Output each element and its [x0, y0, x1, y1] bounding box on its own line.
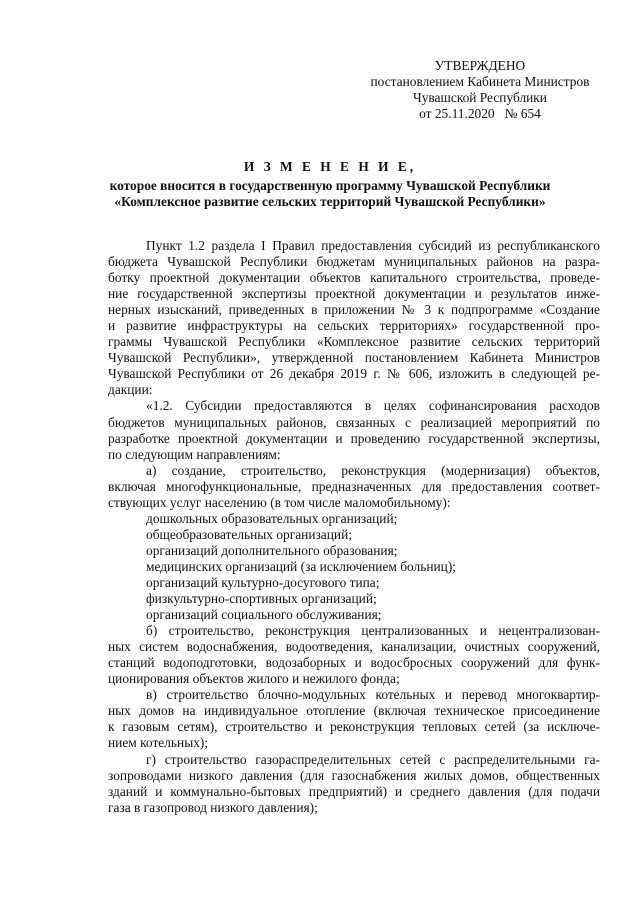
- approval-line-1: постановлением Кабинета Министров: [370, 74, 590, 89]
- body-line: по следующим направлениям:: [108, 446, 281, 462]
- body-line: Пункт 1.2 раздела I Правил предоставления субсидий из республиканского: [146, 238, 600, 253]
- body-line: ных систем водоснабжения, водоотведения, канализации, очистных сооружений,: [108, 639, 600, 655]
- body-line: газа в газопровод низкого давления);: [108, 799, 318, 815]
- body-line: организаций культурно-досугового типа;: [146, 574, 380, 590]
- body-line: организаций социального обслуживания;: [146, 607, 382, 623]
- body-line: организаций дополнительного образования;: [146, 542, 398, 558]
- body-line: к газовым сетям), строительство и реконструкция тепловых сетей (за исключе-: [108, 719, 600, 735]
- body-line: в) строительство блочно-модульных котельных и перевод многоквартир-: [146, 687, 600, 703]
- body-line: станций водоподготовки, водозаборных и водосбросных сооружений для функ-: [108, 655, 600, 671]
- body-line: нерных изысканий, приведенных в приложении № 3 к подпрограмме «Создание: [108, 302, 600, 318]
- body-line: ние государственной экспертизы проектной документации и результатов инже-: [108, 286, 600, 302]
- body-line: включая многофункциональные, предназначенных для предоставления соответ-: [108, 478, 600, 494]
- body-line: б) строительство, реконструкция централизованных и нецентрализован-: [146, 623, 600, 639]
- document-body: [108, 238, 600, 816]
- body-line: ных домов на индивидуальное отопление (включая техническое присоединение: [108, 703, 600, 719]
- body-line: граммы Чувашской Республики «Комплексное развитие сельских территорий: [108, 334, 600, 350]
- body-line: бюджета Чувашской Республики бюджетам муниципальных районов на разра-: [108, 254, 600, 270]
- body-line: Чувашской Республики», утвержденной постановлением Кабинета Министров: [108, 350, 600, 366]
- body-line: медицинских организаций (за исключением больниц);: [146, 558, 457, 574]
- body-line: зопроводами низкого давления (для газоснабжения жилых домов, общественных: [108, 767, 600, 783]
- body-line: дакции:: [108, 382, 153, 398]
- document-subtitle-1: которое вносится в государственную программу Чувашской Республики: [109, 178, 551, 193]
- body-line: физкультурно-спортивных организаций;: [146, 591, 377, 607]
- approval-stamp: [360, 58, 600, 122]
- document-title: И З М Е Н Е Н И Е,: [243, 159, 417, 174]
- body-line: разработке проектной документации и проведению государственной экспертизы,: [108, 430, 600, 446]
- body-line: ствующих услуг населению (в том числе маломобильному):: [108, 494, 451, 510]
- body-line: Чувашской Республики от 26 декабря 2019 г. № 606, изложить в следующей ре-: [108, 366, 600, 382]
- approval-line-3: от 25.11.2020 № 654: [419, 106, 541, 121]
- body-line: «1.2. Субсидии предоставляются в целях софинансирования расходов: [146, 398, 600, 414]
- body-line: ционирования объектов жилого и нежилого фонда;: [108, 671, 400, 687]
- body-line: и развитие инфраструктуры на сельских территориях» государственной про-: [108, 318, 600, 334]
- body-line: дошкольных образовательных организаций;: [146, 510, 398, 526]
- body-line: а) создание, строительство, реконструкция (модернизация) объектов,: [146, 462, 600, 478]
- approval-title: УТВЕРЖДЕНО: [434, 58, 526, 73]
- approval-line-2: Чувашской Республики: [413, 90, 547, 105]
- body-line: бюджетов муниципальных районов, связанных с реализацией мероприятий по: [108, 414, 600, 430]
- body-line: зданий и коммунально-бытовых предприятий) и среднего давления (для подачи: [108, 783, 600, 799]
- body-line: общеобразовательных организаций;: [146, 526, 352, 542]
- document-subtitle-2: «Комплексное развитие сельских территорий Чувашской Республики»: [114, 194, 546, 209]
- body-line: г) строительство газораспределительных сетей с распределительными га-: [146, 751, 600, 767]
- body-line: нием котельных);: [108, 735, 209, 751]
- body-line: ботку проектной документации объектов капитального строительства, проведе-: [108, 270, 600, 286]
